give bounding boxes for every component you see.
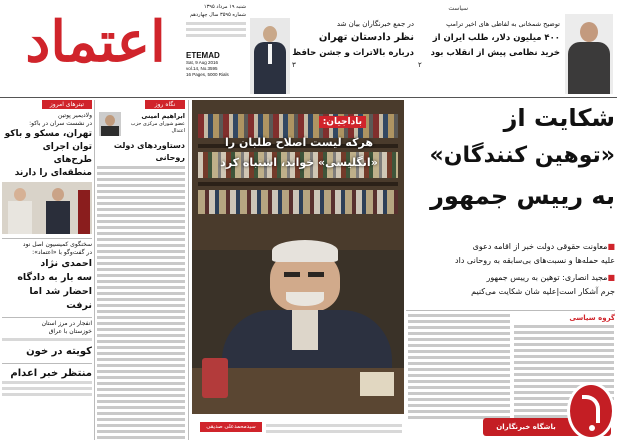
rail-item1-headline-3: منطقه‌ای را دارند bbox=[14, 168, 92, 178]
rail-tag: تیترهای امروز bbox=[42, 100, 92, 109]
photo-quote-2: «انگلیسی» خواند، اشتباه کرد bbox=[220, 156, 378, 169]
top-middle-kicker: در جمع خبرنگاران بیان شد bbox=[336, 20, 414, 28]
masthead-info bbox=[186, 3, 246, 93]
column-tag: نگاه روز bbox=[145, 100, 185, 109]
top-middle-headline-2: درباره بالاترات و جشن حافظ bbox=[292, 48, 414, 58]
column-author-sub: عضو شورای مرکزی حزب اعتدال bbox=[130, 121, 185, 134]
main-bullet-1-text: معاونت حقوقی دولت خبر از اقامه دعوی bbox=[472, 242, 608, 251]
rail-item2-headline-1: احمدی نژاد bbox=[40, 258, 92, 269]
top-middle-photo bbox=[250, 18, 290, 94]
main-bullet-1 bbox=[408, 240, 615, 254]
top-middle-story bbox=[292, 20, 414, 70]
rail-item1-headline-2: توان اجرای طرح‌های bbox=[42, 142, 92, 165]
bullet-marker-icon: ■ bbox=[607, 242, 615, 251]
main-bullet-3 bbox=[408, 271, 615, 285]
opinion-column bbox=[97, 100, 185, 440]
masthead-name-latin: ETEMAD bbox=[186, 51, 220, 60]
rail-item3-kicker: انفجار در مرز استان bbox=[41, 320, 92, 327]
main-bullets bbox=[408, 240, 615, 299]
top-right-story bbox=[418, 20, 560, 70]
masthead-date-fa: شنبه ۱۹ مرداد ۱۳۹۵ bbox=[203, 4, 246, 10]
rail-item2-kicker2: در گفت‌وگو با «اعتماد»: bbox=[32, 249, 92, 256]
main-bullet-2: علیه حمله‌ها و نسبت‌های بی‌سابقه به روحانی داد bbox=[455, 256, 615, 265]
masthead-pages-latin: 16 Pages, 5000 Rials bbox=[186, 72, 229, 77]
top-middle-page-ref: ۳ bbox=[292, 61, 296, 69]
top-right-photo bbox=[565, 14, 613, 94]
masthead bbox=[0, 0, 185, 95]
rail-item3-kicker2: خوزستان با عراق bbox=[48, 328, 92, 335]
column-author-photo bbox=[99, 112, 121, 136]
photo-quote-box bbox=[200, 116, 398, 184]
main-headline-2: «توهین کنندگان» bbox=[429, 143, 615, 168]
masthead-issue-fa: شماره ۳۵۹۵ سال چهاردهم bbox=[189, 12, 246, 18]
rail-item2-kicker: سخنگوی کمیسیون اصل نود bbox=[22, 241, 92, 248]
rail-item1-kicker2: در نشست سران در باکو: bbox=[29, 120, 92, 127]
photo-caption: سیدمحمدعلی صدیقی bbox=[200, 422, 262, 432]
top-middle-headline-1: نظر دادستان تهران bbox=[318, 32, 414, 43]
main-headline-3: به رییس جمهور bbox=[430, 182, 615, 210]
top-right-kicker: توضیح شمخانی به لفاظی های اخیر ترامپ bbox=[446, 20, 560, 28]
watermark-text: باشگاه خبرنگاران bbox=[496, 423, 556, 431]
rail-item2-headline-2: سه بار به دادگاه bbox=[17, 272, 92, 283]
masthead-date-latin: Sat, 9 Aug 2016 bbox=[186, 60, 219, 65]
main-bullet-4: جرم آشکار است|علیه شان شکایت می‌کنیم bbox=[471, 287, 615, 296]
rail-item4-headline: منتظر خبر اعدام bbox=[10, 368, 92, 379]
rail-item3-headline: کویته در خون bbox=[26, 346, 92, 357]
rail-item2-headline-3: احضار شد اما نرفت bbox=[29, 286, 92, 311]
masthead-logo: اعتماد bbox=[25, 9, 166, 75]
masthead-issue-latin: vol.14, No.3595 bbox=[186, 66, 218, 71]
rail-item1-kicker: ولادیمیر پوتین bbox=[58, 112, 92, 119]
top-right-page-ref: ۲ bbox=[418, 61, 422, 69]
watermark-badge bbox=[477, 376, 617, 442]
top-right-headline-2: خرید نظامی پیش از انقلاب بود bbox=[430, 48, 560, 58]
top-middle-section-tag: سیاست bbox=[448, 5, 468, 12]
rail-photo bbox=[2, 182, 92, 234]
column-title: دستاوردهای دولت روحانی bbox=[113, 141, 185, 162]
watermark-logo-icon bbox=[567, 382, 615, 440]
photo-quote-1: هرکه لیست اصلاح طلبان را bbox=[225, 136, 373, 149]
top-right-headline-1: ۴۰۰ میلیون دلار، طلب ایران از bbox=[432, 33, 560, 43]
bullet-marker-icon: ■ bbox=[607, 273, 615, 282]
rail-item1-headline-1: تهران، مسکو و باکو bbox=[4, 129, 92, 139]
main-bullet-3-text: مجید انصاری: توهین به رییس جمهور bbox=[486, 273, 608, 282]
right-rail bbox=[2, 100, 92, 442]
main-headline-1: شکایت از bbox=[503, 104, 615, 132]
photo-kicker: باداجیان: bbox=[319, 116, 366, 128]
body-section-label: گروه سیاسی bbox=[569, 314, 615, 322]
column-author: ابراهیم امینی bbox=[141, 112, 185, 120]
